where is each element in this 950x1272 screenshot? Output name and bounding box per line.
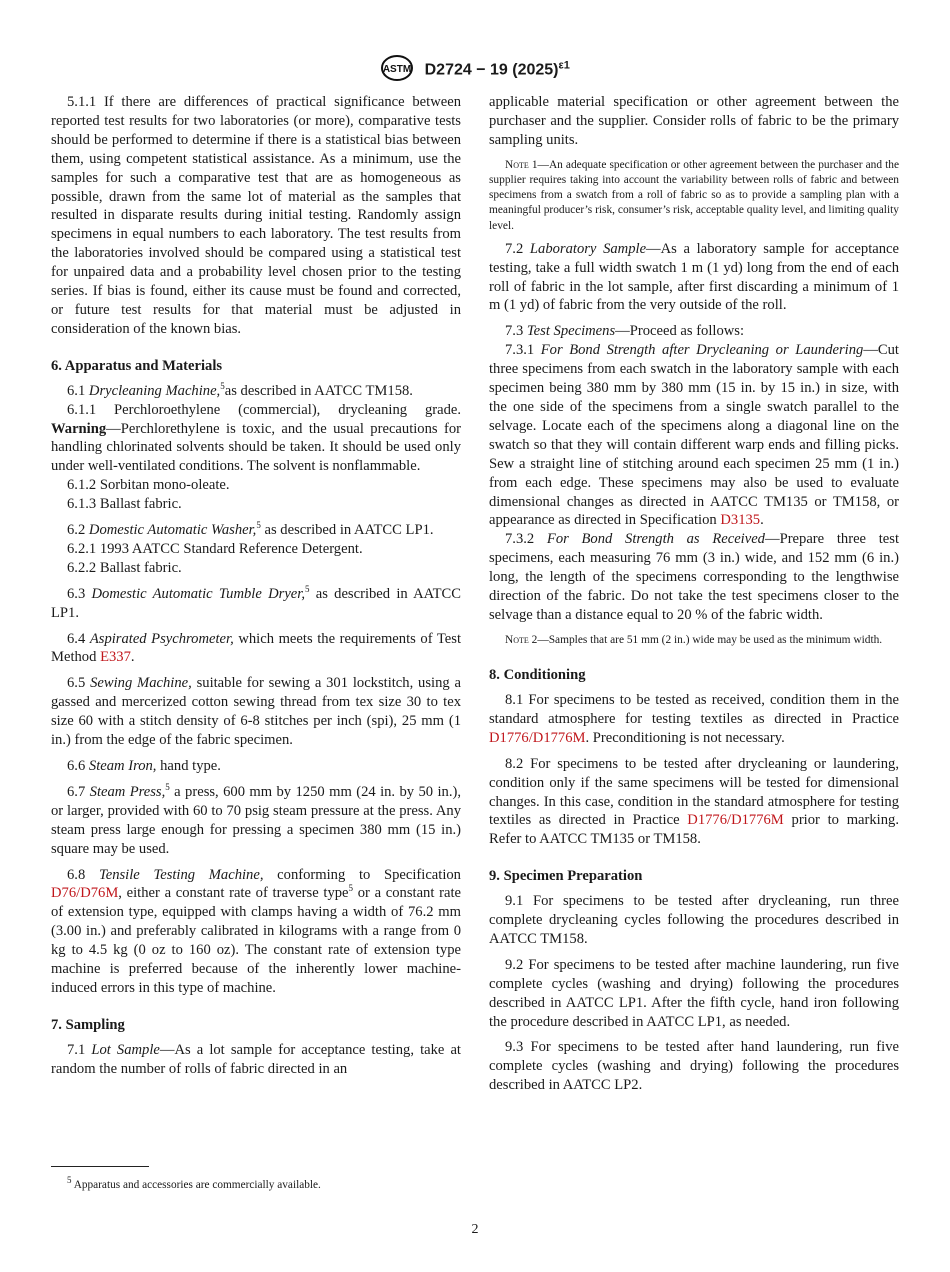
para-6-8: 6.8 Tensile Testing Machine, conforming to Specification D76/D76M, either a constant rate of traverse type$^5$ or a constant rate of extension type, equipped with clamps having a width of 76.2 mm (3.00 in.) and preferably calibrated in kilograms with a range from 0 kg to 4.5 kg (0 oz to 160 oz). The constant rate of extension type machine is preferred because of the inherently lower machine-induced errors in this type of machine.	[51, 866, 461, 996]
para-6-6: 6.6 Steam Iron, hand type.	[67, 758, 221, 774]
link-d76[interactable]: D76/D76M	[51, 885, 119, 902]
para-6-5: 6.5 Sewing Machine, suitable for sewing a 301 lockstitch, using a gassed and mercerized cotton sewing thread from tex size 30 to tex size 60 with a stitch density of 6-8 stitches per inch (spi), 25 mm (1 in.) from the edge of the fabric specimen.	[51, 675, 461, 749]
footnote-rule	[51, 1166, 149, 1167]
para-6-1-1: 6.1.1 Perchloroethylene (commercial), drycleaning grade. Warning—Perchlorethylene is toxic, and the usual precautions for handling chlorinated solvents should be taken. It should be used only under well-ventilated conditions. The solvent is nonflammable.	[51, 401, 461, 475]
page-number: 2	[471, 1222, 479, 1237]
svg-text:ASTM: ASTM	[382, 64, 412, 75]
note-2: Note 2—Samples that are 51 mm (2 in.) wide may be used as the minimum width.	[505, 633, 883, 646]
link-d1776-a[interactable]: D1776/D1776M	[489, 729, 586, 746]
para-6-1: 6.1 Drycleaning Machine,$^5$as described in AATCC TM158.	[67, 380, 413, 399]
para-7-3: 7.3 Test Specimens—Proceed as follows:	[505, 323, 745, 340]
section-7-heading: 7. Sampling	[51, 1016, 125, 1033]
footnote-5: $^5$ Apparatus and accessories are commercially available.	[67, 1175, 321, 1191]
para-7-3-1: 7.3.1 For Bond Strength after Drycleaning or Laundering—Cut three specimens from each swatch in the laboratory sample with each specimen being 380 mm by 380 mm (15 in. by 15 in.) in size, with the one side of the specimens from a single swatch parallel to the selvage. Locate each of the specimens along a diagonal line on the swatch so that they will contain different warp ends and filling picks. Sew a straight line of stitching around each specimen 25 mm (1 in.) from each edge. These specimens may also be used to evaluate dimensional changes as directed in AATCC TM135 or TM158, or appearance as directed in Specification D3135.	[489, 342, 899, 529]
para-6-2-2: 6.2.2 Ballast fabric.	[67, 559, 182, 576]
para-8-2: 8.2 For specimens to be tested after drycleaning or laundering, condition only if the same specimens will be tested for dimensional changes. In this case, condition in the standard atmosphere for testing textiles as directed in Practice D1776/D1776M prior to marking. Refer to AATCC TM135 or TM158.	[489, 755, 899, 848]
para-7-1-cont: applicable material specification or other agreement between the purchaser and the supplier. Consider rolls of fabric to be the primary sampling units.	[489, 94, 899, 148]
para-5-1-1: 5.1.1 If there are differences of practical significance between reported test results for two laboratories (or more), comparative tests should be performed to determine if there is a statistical bias between them, using competent statistical assistance. As a minimum, use the samples for such a comparative test that are as homogeneous as possible, drawn from the same lot of material as the samples that resulted in disparate results during initial testing. Randomly assign specimens in equal numbers to each laboratory. The test results from the laboratories involved should be compared using a statistical test for unpaired data and a probability level chosen prior to the testing series. If bias is found, either its cause must be found and corrected, or future test results for that material must be adjusted in consideration of the known bias.	[51, 94, 461, 337]
para-6-3: 6.3 Domestic Automatic Tumble Dryer,$^5$ as described in AATCC LP1.	[51, 583, 461, 621]
section-8-heading: 8. Conditioning	[489, 667, 586, 684]
para-6-2-1: 6.2.1 1993 AATCC Standard Reference Detergent.	[67, 540, 363, 557]
para-6-1-2: 6.1.2 Sorbitan mono-oleate.	[67, 477, 230, 494]
page-header	[0, 54, 950, 87]
para-9-2: 9.2 For specimens to be tested after machine laundering, run five complete cycles (washing and drying) following the procedures described in AATCC LP1. After the fifth cycle, hand iron following the procedure described in AATCC LP1, as needed.	[489, 956, 899, 1030]
para-7-3-2: 7.3.2 For Bond Strength as Received—Prepare three test specimens, each measuring 76 mm (3 in.) wide, and 152 mm (6 in.) long, the length of the specimens corresponding to the lengthwise direction of the fabric. Do not take the test specimens closer to the selvage than a distance equal to 20 % of the fabric width.	[489, 531, 899, 623]
right-column	[489, 93, 899, 1095]
para-9-3: 9.3 For specimens to be tested after hand laundering, run five complete cycles (washing and drying) following the procedures described in AATCC LP2.	[489, 1039, 899, 1094]
epsilon-superscript: ε1	[558, 59, 570, 72]
para-8-1: 8.1 For specimens to be tested as received, condition them in the standard atmosphere for testing textiles as directed in Practice D1776/D1776M. Preconditioning is not necessary.	[489, 691, 899, 746]
para-6-2: 6.2 Domestic Automatic Washer,$^5$ as described in AATCC LP1.	[67, 520, 434, 539]
para-7-2: 7.2 Laboratory Sample—As a laboratory sample for acceptance testing, take a full width swatch 1 m (1 yd) long from the end of each roll of fabric in the lot sample, after first discarding a minimum of 1 m (1 yd) of fabric from the very outside of the roll.	[489, 240, 899, 314]
designation: D2724 − 19 (2025)	[424, 61, 559, 79]
left-column	[51, 93, 461, 1079]
note-1: Note 1—An adequate specification or other agreement between the purchaser and the supplier requires taking into account the variability between rolls of fabric and between specimens from a swatch from a roll of fabric so as to provide a sampling plan with a meaningful producer’s risk, consumer’s risk, acceptable quality level, and limiting quality level.	[489, 158, 899, 232]
para-6-4: 6.4 Aspirated Psychrometer, which meets the requirements of Test Method E337.	[51, 630, 461, 666]
section-6-heading: 6. Apparatus and Materials	[51, 357, 223, 374]
link-e337[interactable]: E337	[100, 649, 131, 666]
para-9-1: 9.1 For specimens to be tested after drycleaning, run three complete drycleaning cycles following the procedures described in AATCC TM158.	[489, 893, 899, 947]
link-d3135[interactable]: D3135	[720, 512, 761, 529]
para-7-1: 7.1 Lot Sample—As a lot sample for acceptance testing, take at random the number of rolls of fabric directed in an	[51, 1041, 461, 1077]
para-6-1-3: 6.1.3 Ballast fabric.	[67, 496, 182, 513]
astm-logo-icon	[380, 54, 414, 87]
para-6-7: 6.7 Steam Press,$^5$ a press, 600 mm by 1250 mm (24 in. by 50 in.), or larger, provided with 60 to 70 psig steam pressure at the press. Any steam press large enough for pressing a specimen 380 mm (15 in.) square may be used.	[51, 782, 461, 857]
section-9-heading: 9. Specimen Preparation	[489, 868, 643, 885]
link-d1776-b[interactable]: D1776/D1776M	[687, 812, 784, 829]
